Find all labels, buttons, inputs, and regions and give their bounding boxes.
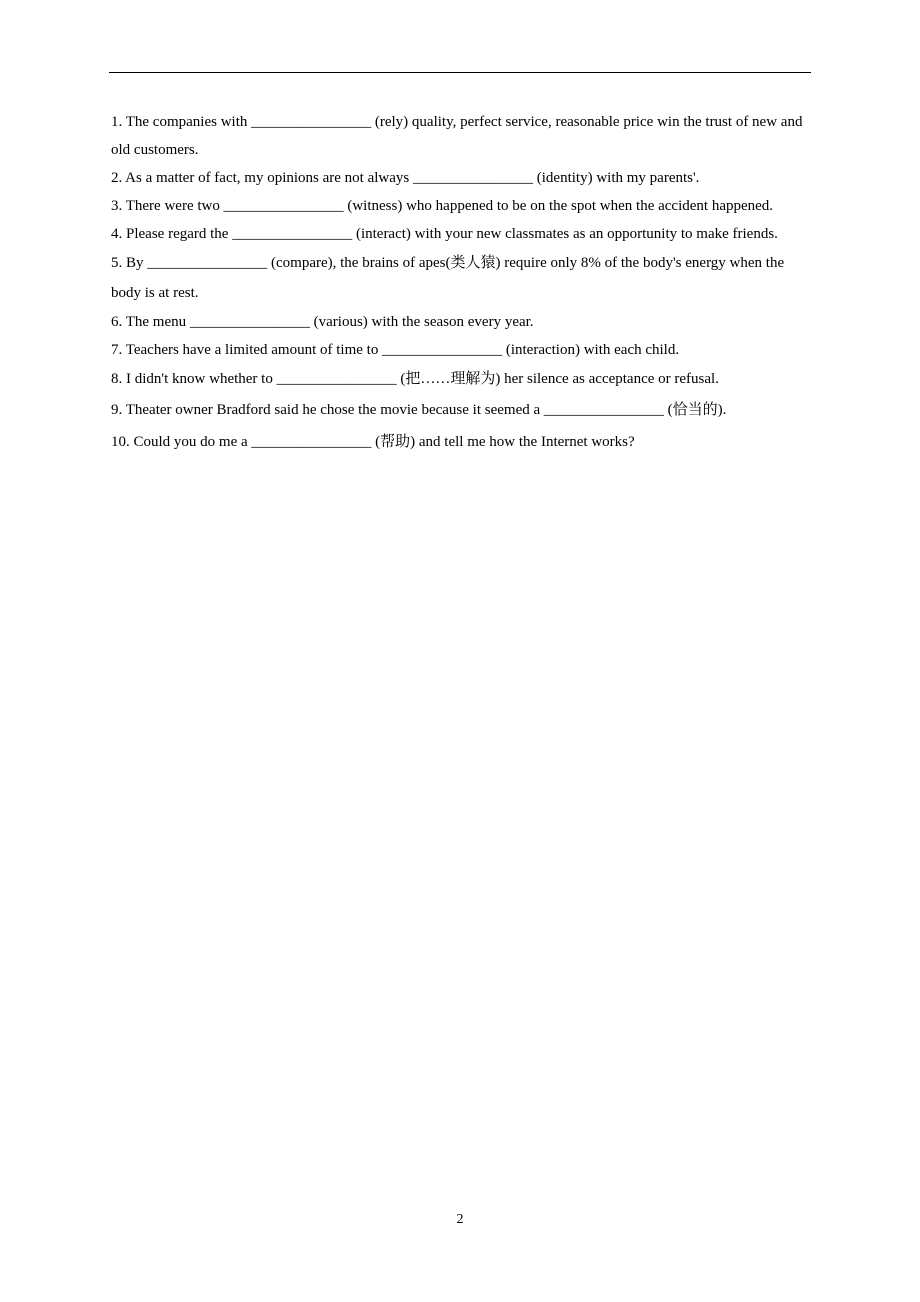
page-number: 2 [456, 1212, 464, 1227]
exercise-item-7: 7. Teachers have a limited amount of time to ________________ (interaction) with each child. [111, 342, 680, 358]
exercise-item-6: 6. The menu ________________ (various) with the season every year. [111, 314, 534, 330]
exercise-item-4: 4. Please regard the ________________ (interact) with your new classmates as an opportunity to make friends. [111, 226, 778, 242]
exercise-item-2: 2. As a matter of fact, my opinions are not always ________________ (identity) with my parents'. [111, 170, 700, 186]
exercise-item-3: 3. There were two ________________ (witness) who happened to be on the spot when the accident happened. [111, 198, 774, 214]
exercise-item-10: 10. Could you do me a ________________ (帮助) and tell me how the Internet works? [111, 434, 635, 450]
exercise-item-8: 8. I didn't know whether to ________________ (把……理解为) her silence as acceptance or refusal. [111, 371, 719, 387]
exercise-item-9: 9. Theater owner Bradford said he chose the movie because it seemed a ________________ (恰当的). [111, 402, 727, 418]
exercise-item-5: 5. By ________________ (compare), the brains of apes(类人猿) require only 8% of the body's energy when the body is at rest. [111, 255, 785, 301]
exercise-list [111, 108, 811, 458]
exercise-item-1: 1. The companies with ________________ (rely) quality, perfect service, reasonable price win the trust of new and old customers. [111, 114, 803, 158]
header-rule [109, 72, 811, 73]
